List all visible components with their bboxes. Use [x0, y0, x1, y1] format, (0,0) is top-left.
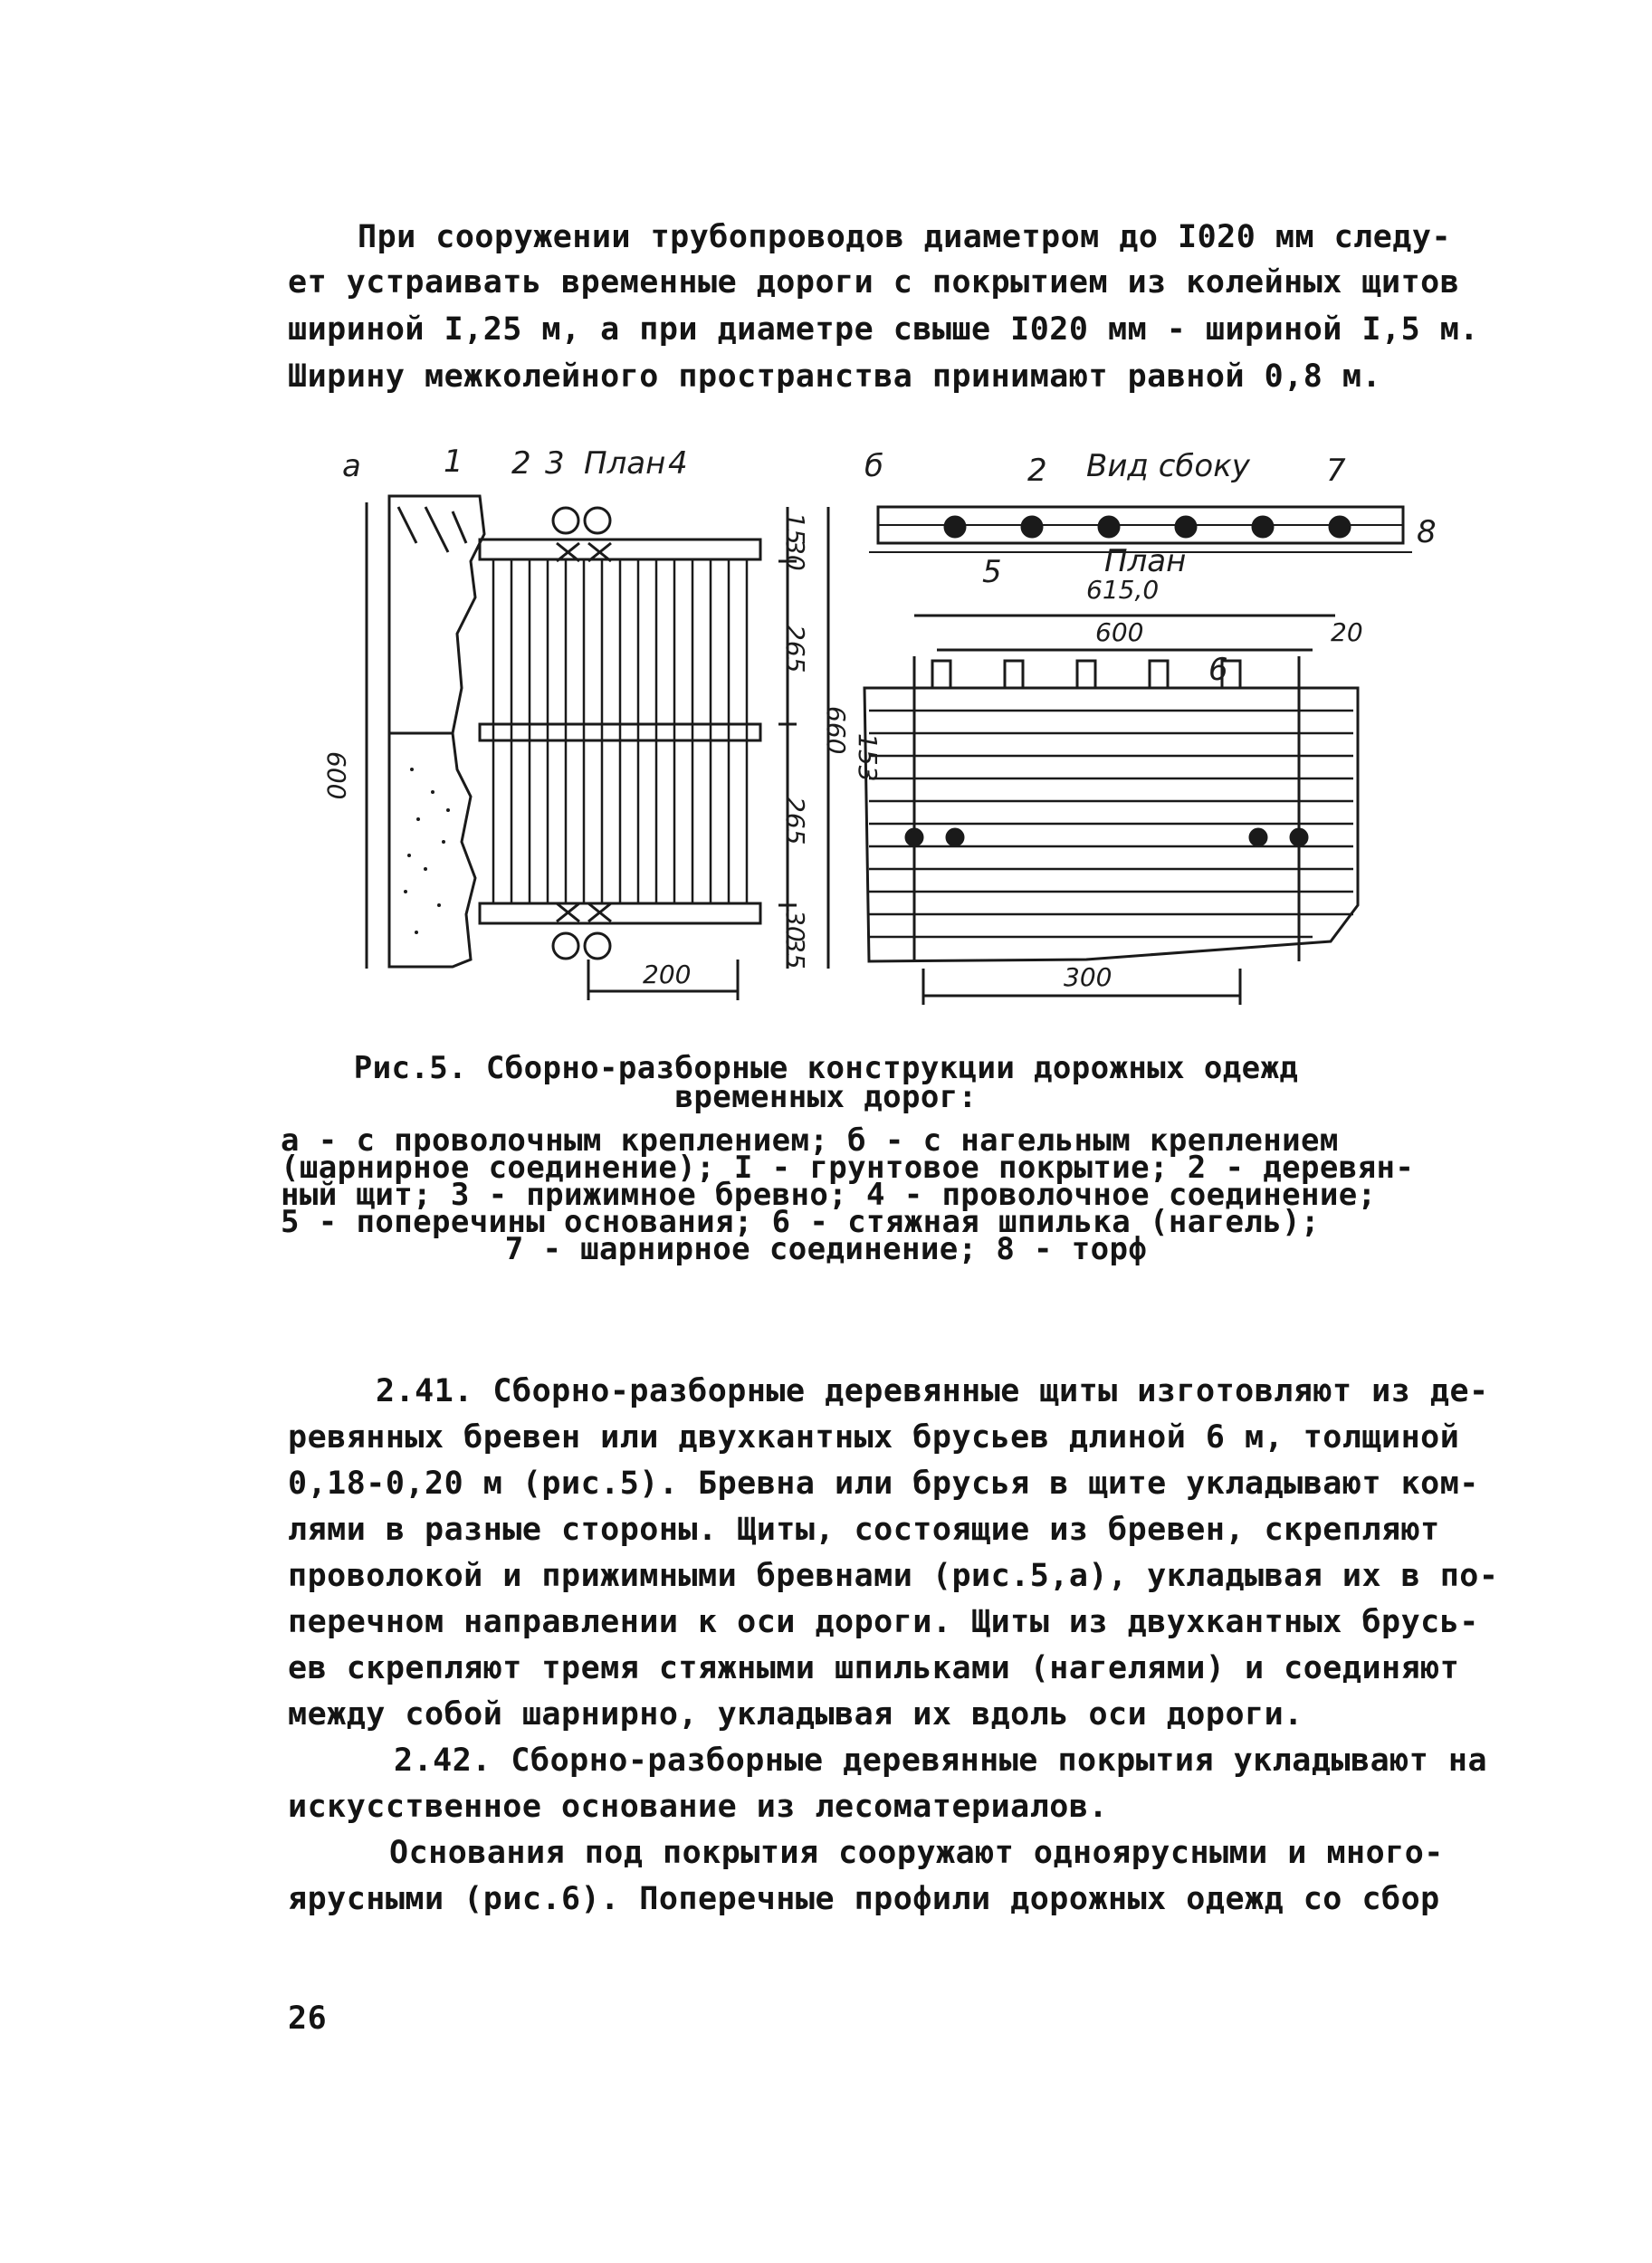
body-line-5: проволокой и прижимными бревнами (рис.5,а), укладывая их в по-	[288, 1558, 1499, 1594]
dim-a-265-top: 265	[780, 625, 810, 673]
panel-b-label-side-view: Вид сбоку	[1086, 448, 1250, 484]
intro-line-4: Ширину межколейного пространства принимают равной 0,8 м.	[288, 358, 1382, 395]
figure-5-drawing	[0, 0, 1652, 1041]
dim-a-200: 200	[643, 960, 692, 989]
body-line-10: искусственное основание из лесоматериалов.	[288, 1789, 1109, 1825]
body-line-2: ревянных бревен или двухкантных брусьев длиной 6 м, толщиной	[288, 1419, 1460, 1456]
panel-a-label-4: 4	[668, 445, 688, 482]
panel-a-label-1: 1	[444, 444, 463, 480]
dim-b-300: 300	[1064, 962, 1112, 992]
dim-a-600: 600	[321, 751, 351, 800]
panel-a-label-3: 3	[545, 445, 565, 482]
panel-b-label-2: 2	[1027, 453, 1047, 489]
figure-legend-line-2: (шарнирное соединение); I - грунтовое покрытие; 2 - деревян-	[281, 1150, 1415, 1186]
dim-a-15: 15	[780, 512, 810, 545]
body-line-7: ев скрепляют тремя стяжными шпильками (нагелями) и соединяют	[288, 1650, 1460, 1686]
panel-b-label-5: 5	[982, 554, 1002, 590]
dim-b-153: 153	[853, 733, 883, 782]
panel-a-label-plan: План	[584, 445, 666, 482]
panel-a-letter: а	[342, 448, 361, 484]
body-line-3: 0,18-0,20 м (рис.5). Бревна или брусья в щите укладывают ком-	[288, 1466, 1479, 1502]
dim-b-20: 20	[1331, 617, 1363, 647]
panel-b-label-6: 6	[1208, 652, 1228, 688]
body-line-1: 2.41. Сборно-разборные деревянные щиты изготовляют из де-	[376, 1373, 1489, 1409]
page-number: 26	[288, 2000, 328, 2037]
dim-b-615: 615,0	[1086, 575, 1160, 605]
dim-a-30-bottom: 30	[780, 910, 810, 942]
panel-a-label-2: 2	[511, 445, 531, 482]
intro-line-3: шириной I,25 м, а при диаметре свыше I020 мм - шириной I,5 м.	[288, 311, 1479, 348]
dim-a-265-bottom: 265	[780, 797, 810, 845]
dim-b-600: 600	[1095, 617, 1144, 647]
panel-a-drawing	[367, 496, 828, 1000]
panel-b-label-8: 8	[1417, 514, 1437, 550]
body-line-6: перечном направлении к оси дороги. Щиты из двухкантных брусь-	[288, 1604, 1479, 1640]
dim-a-30: 30	[780, 539, 810, 571]
figure-legend-line-4: 5 - поперечины основания; 6 - стяжная шпилька (нагель);	[281, 1204, 1320, 1240]
body-line-4: лями в разные стороны. Щиты, состоящие из бревен, скрепляют	[288, 1512, 1440, 1548]
panel-b-label-7: 7	[1326, 453, 1346, 489]
panel-b-letter: б	[864, 448, 883, 484]
intro-line-2: ет устраивать временные дороги с покрытием из колейных щитов	[288, 264, 1460, 301]
dim-a-660: 660	[821, 706, 851, 755]
body-line-12: ярусными (рис.6). Поперечные профили дорожных одежд со сбор	[288, 1881, 1440, 1917]
figure-legend-line-5: 7 - шарнирное соединение; 8 - торф	[504, 1231, 1148, 1267]
figure-legend-line-1: а - с проволочным креплением; б - с нагельным креплением	[281, 1122, 1339, 1159]
figure-caption-title: Рис.5. Сборно-разборные конструкции дорожных одежд	[353, 1050, 1299, 1086]
body-line-11: Основания под покрытия сооружают одноярусными и много-	[389, 1835, 1444, 1871]
dim-a-35: 35	[780, 937, 810, 969]
figure-legend-line-3: ный щит; 3 - прижимное бревно; 4 - проволочное соединение;	[281, 1177, 1377, 1213]
figure-caption-title-cont: временных дорог:	[674, 1079, 978, 1115]
body-line-8: между собой шарнирно, укладывая их вдоль оси дороги.	[288, 1696, 1303, 1733]
panel-b-label-plan: План	[1104, 543, 1187, 579]
body-line-9: 2.42. Сборно-разборные деревянные покрытия укладывают на	[394, 1743, 1488, 1779]
intro-line-1: При сооружении трубопроводов диаметром до I020 мм следу-	[358, 219, 1452, 255]
